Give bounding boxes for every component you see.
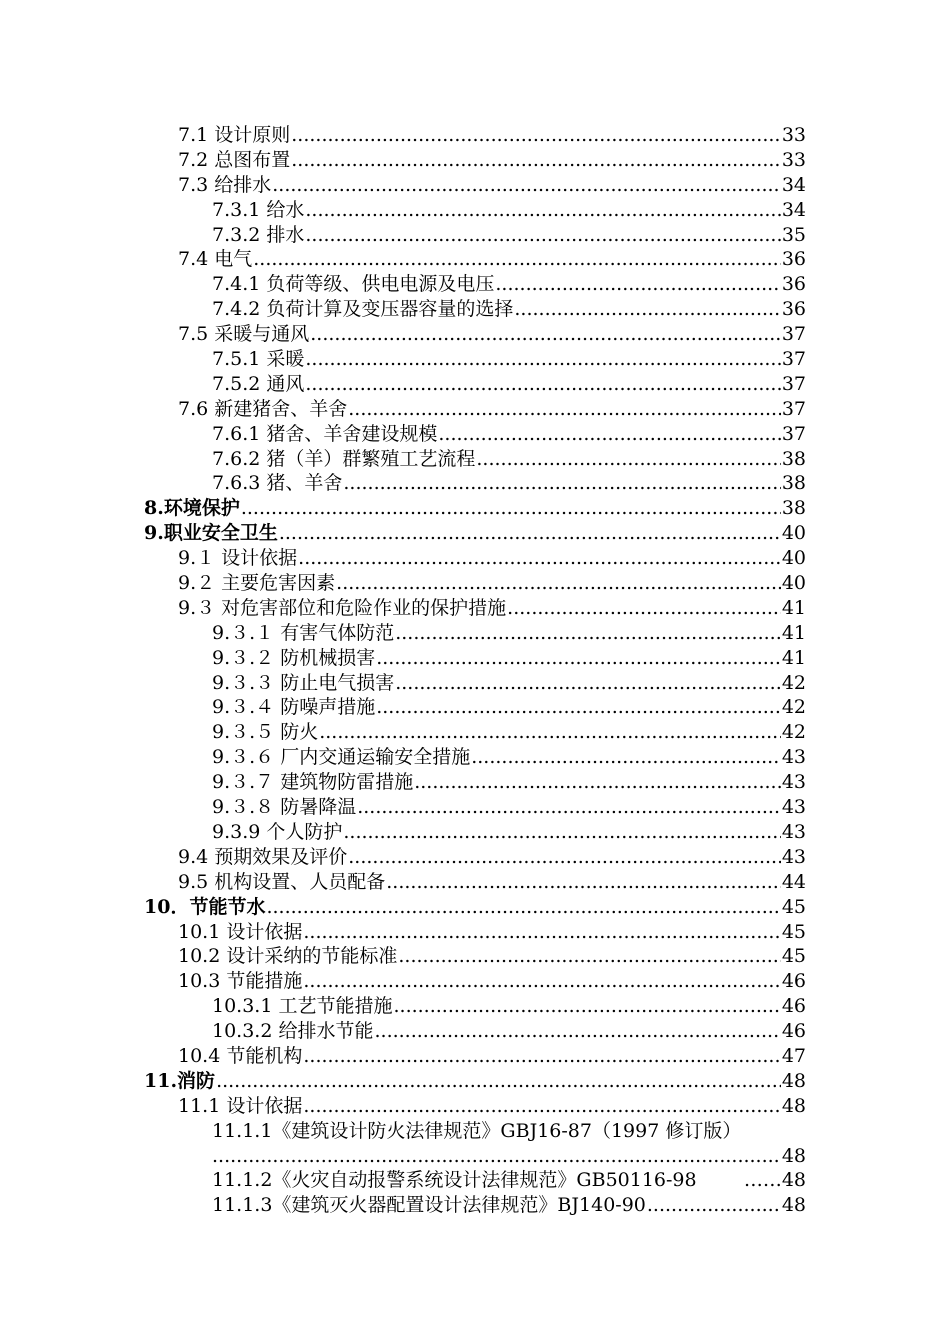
toc-entry-title: 10.3.2 给排水节能	[212, 1020, 374, 1043]
toc-entry-title: 9.２ 主要危害因素	[178, 572, 336, 595]
toc-entry-title: 11.1.3《建筑灭火器配置设计法律规范》BJ140-90	[212, 1194, 646, 1217]
toc-entry-title: 7.5 采暖与通风	[178, 323, 310, 346]
toc-entry-title: 11.1 设计依据	[178, 1094, 303, 1117]
toc-entry-title: 7.3 给排水	[178, 173, 272, 196]
dot-leader	[310, 322, 781, 347]
toc-entry[interactable]	[0, 671, 806, 696]
toc-entry-title: 9.３.８ 防暑降温	[212, 796, 357, 819]
dot-leader	[303, 1044, 780, 1069]
dot-leader	[395, 671, 781, 696]
toc-entry-title: 11.1.2《火灾自动报警系统设计法律规范》GB50116-98	[212, 1169, 697, 1192]
toc-entry-title: 9.３.７ 建筑物防雷措施	[212, 771, 414, 794]
toc-entry-page: 33	[781, 124, 806, 146]
toc-entry[interactable]	[0, 397, 806, 422]
toc-entry-page: 37	[781, 372, 806, 395]
toc-entry[interactable]	[0, 745, 806, 770]
toc-entry[interactable]	[0, 322, 806, 347]
dot-leader	[647, 1193, 781, 1218]
toc-entry-title: 10.1 设计依据	[178, 920, 303, 943]
dot-leader	[395, 621, 781, 646]
dot-leader	[376, 695, 781, 720]
toc-entry-title: 9.３.２ 防机械损害	[212, 646, 376, 669]
toc-entry-title: 10.2 设计采纳的节能标准	[178, 945, 398, 968]
toc-entry-page: 37	[781, 397, 806, 420]
toc-entry-page: 38	[781, 472, 806, 495]
dot-leader	[414, 770, 781, 795]
dot-leader	[336, 571, 781, 596]
toc-entry-page: 42	[781, 696, 806, 719]
dot-leader	[348, 397, 781, 422]
toc-entry-title: 10．节能节水	[144, 895, 266, 918]
toc-entry[interactable]	[0, 820, 806, 845]
toc-chapter[interactable]	[0, 895, 806, 920]
table-of-contents	[0, 123, 950, 1218]
toc-entry-page: 43	[781, 845, 806, 868]
toc-entry-page: 36	[781, 298, 806, 321]
dot-leader	[495, 272, 780, 297]
toc-entry[interactable]	[0, 920, 806, 945]
toc-entry-page: 44	[781, 870, 806, 893]
toc-entry-page: 34	[781, 198, 806, 221]
toc-entry-title: 7.4 电气	[178, 248, 253, 271]
toc-entry[interactable]	[0, 1019, 806, 1044]
toc-entry-title: 11.1.1《建筑设计防火法律规范》GBJ16-87（1997 修订版）	[212, 1119, 742, 1142]
toc-entry-page: 43	[781, 746, 806, 769]
dot-leader	[374, 1019, 780, 1044]
toc-entry[interactable]	[0, 422, 806, 447]
toc-entry[interactable]	[0, 944, 806, 969]
dot-leader	[343, 471, 780, 496]
toc-entry[interactable]	[0, 1168, 806, 1193]
dot-leader	[291, 148, 781, 173]
toc-entry-title: 7.1 设计原则	[178, 124, 291, 146]
toc-entry-title: 7.6.1 猪舍、羊舍建设规模	[212, 422, 438, 445]
toc-entry-title: 9.３.６ 厂内交通运输安全措施	[212, 746, 471, 769]
toc-entry[interactable]	[0, 148, 806, 173]
dot-leader	[266, 895, 780, 920]
toc-entry[interactable]	[0, 596, 806, 621]
toc-entry-title: 10.4 节能机构	[178, 1044, 303, 1067]
toc-entry-title: 7.6.2 猪（羊）群繁殖工艺流程	[212, 447, 476, 470]
dot-leader	[476, 447, 780, 472]
toc-entry-title: 7.3.1 给水	[212, 198, 305, 221]
toc-entry[interactable]	[0, 969, 806, 994]
toc-entry[interactable]	[0, 173, 806, 198]
toc-entry[interactable]	[0, 372, 806, 397]
dot-leader	[212, 1144, 781, 1169]
dot-leader	[357, 795, 781, 820]
dot-leader	[279, 521, 781, 546]
toc-entry-title: 9.１ 设计依据	[178, 547, 298, 570]
toc-entry-page: 48	[781, 1069, 806, 1092]
dot-leader	[216, 1069, 781, 1094]
dot-leader	[291, 123, 781, 148]
dot-leader	[343, 820, 780, 845]
toc-entry-page: 38	[781, 497, 806, 520]
toc-entry[interactable]	[0, 571, 806, 596]
toc-entry[interactable]	[0, 447, 806, 472]
dot-leader	[393, 994, 780, 1019]
toc-entry-page: 45	[781, 945, 806, 968]
toc-entry-title: 7.6 新建猪舍、羊舍	[178, 397, 348, 420]
toc-entry[interactable]	[0, 994, 806, 1019]
toc-entry-page: 48	[781, 1169, 806, 1192]
toc-entry-title: 9.３.１ 有害气体防范	[212, 621, 395, 644]
toc-entry-title: 7.2 总图布置	[178, 148, 291, 171]
dot-leader	[471, 745, 781, 770]
toc-entry-page: 41	[781, 646, 806, 669]
toc-entry-title: 9.３.４ 防噪声措施	[212, 696, 376, 719]
toc-entry-title: 7.4.2 负荷计算及变压器容量的选择	[212, 298, 514, 321]
toc-entry[interactable]	[0, 347, 806, 372]
toc-entry[interactable]	[0, 471, 806, 496]
toc-entry[interactable]	[0, 621, 806, 646]
dot-leader	[241, 496, 781, 521]
toc-entry-page: 42	[781, 721, 806, 744]
toc-entry[interactable]	[0, 1044, 806, 1069]
toc-entry[interactable]	[0, 1094, 806, 1119]
dot-leader	[398, 944, 780, 969]
ellipsis-leader: ……	[743, 1169, 782, 1192]
toc-entry-page: 48	[781, 1094, 806, 1117]
toc-entry-page: 37	[781, 323, 806, 346]
toc-entry-title: 7.3.2 排水	[212, 223, 305, 246]
dot-leader	[303, 969, 780, 994]
dot-leader	[298, 546, 781, 571]
toc-chapter[interactable]	[0, 521, 806, 546]
toc-entry-title: 9.３.５ 防火	[212, 721, 319, 744]
toc-entry-page: 41	[781, 621, 806, 644]
dot-leader	[376, 646, 781, 671]
toc-entry[interactable]	[0, 1119, 806, 1144]
toc-entry[interactable]	[0, 720, 806, 745]
toc-entry-title: 10.3.1 工艺节能措施	[212, 995, 393, 1018]
toc-entry-page: 41	[781, 596, 806, 619]
toc-entry-page: 40	[781, 547, 806, 570]
dot-leader	[303, 1094, 780, 1119]
toc-entry[interactable]	[0, 695, 806, 720]
toc-entry-title: 8.环境保护	[144, 497, 240, 520]
dot-leader	[305, 198, 780, 223]
toc-entry-page: 46	[781, 995, 806, 1018]
toc-entry-page: 37	[781, 348, 806, 371]
toc-entry[interactable]	[0, 123, 806, 148]
toc-entry-page: 42	[781, 671, 806, 694]
dot-leader	[303, 920, 780, 945]
toc-entry-title: 11.消防	[144, 1069, 216, 1092]
toc-entry-page: 46	[781, 1020, 806, 1043]
dot-leader	[253, 247, 781, 272]
toc-entry-page: 38	[781, 447, 806, 470]
toc-entry-page: 35	[781, 223, 806, 246]
toc-entry-title: 9.３ 对危害部位和危险作业的保护措施	[178, 596, 507, 619]
dot-leader	[305, 372, 780, 397]
dot-leader	[348, 845, 781, 870]
dot-leader	[507, 596, 781, 621]
toc-entry-continuation[interactable]	[0, 1144, 806, 1169]
toc-entry-page: 43	[781, 820, 806, 843]
toc-entry-title: 9.３.３ 防止电气损害	[212, 671, 395, 694]
dot-leader	[272, 173, 781, 198]
toc-entry-title: 9.4 预期效果及评价	[178, 845, 348, 868]
toc-entry[interactable]	[0, 546, 806, 571]
toc-entry[interactable]	[0, 1193, 806, 1218]
toc-entry-title: 9.3.9 个人防护	[212, 820, 343, 843]
toc-entry-page: 48	[781, 1194, 806, 1217]
toc-entry-page: 46	[781, 970, 806, 993]
toc-entry[interactable]	[0, 247, 806, 272]
toc-entry-page: 40	[781, 572, 806, 595]
toc-entry-title: 7.6.3 猪、羊舍	[212, 472, 343, 495]
toc-entry-page: 37	[781, 422, 806, 445]
dot-leader	[305, 347, 780, 372]
dot-leader	[319, 720, 781, 745]
toc-entry[interactable]	[0, 870, 806, 895]
toc-entry[interactable]	[0, 795, 806, 820]
toc-entry-title: 7.5.2 通风	[212, 372, 305, 395]
toc-entry-page: 47	[781, 1044, 806, 1067]
dot-leader	[514, 297, 780, 322]
toc-entry-title: 7.4.1 负荷等级、供电电源及电压	[212, 273, 495, 296]
toc-entry-page: 43	[781, 796, 806, 819]
toc-entry-page: 34	[781, 173, 806, 196]
toc-chapter[interactable]	[0, 1069, 806, 1094]
toc-entry-title: 9.5 机构设置、人员配备	[178, 870, 386, 893]
toc-entry-title: 10.3 节能措施	[178, 970, 303, 993]
toc-entry-page: 43	[781, 771, 806, 794]
toc-entry[interactable]	[0, 272, 806, 297]
toc-entry[interactable]	[0, 770, 806, 795]
dot-leader	[438, 422, 780, 447]
toc-entry-page: 40	[781, 522, 806, 545]
toc-entry-page: 36	[781, 273, 806, 296]
toc-entry-page: 36	[781, 248, 806, 271]
toc-entry[interactable]	[0, 297, 806, 322]
toc-entry-page: 45	[781, 895, 806, 918]
dot-leader	[305, 223, 780, 248]
toc-entry-title: 7.5.1 采暖	[212, 348, 305, 371]
dot-leader	[386, 870, 781, 895]
toc-entry[interactable]	[0, 845, 806, 870]
toc-entry[interactable]	[0, 646, 806, 671]
toc-entry-page: 33	[781, 148, 806, 171]
toc-entry-page: 48	[781, 1144, 806, 1167]
toc-entry[interactable]	[0, 223, 806, 248]
toc-entry-page: 45	[781, 920, 806, 943]
toc-entry[interactable]	[0, 198, 806, 223]
toc-chapter[interactable]	[0, 496, 806, 521]
toc-entry-title: 9.职业安全卫生	[144, 522, 278, 545]
